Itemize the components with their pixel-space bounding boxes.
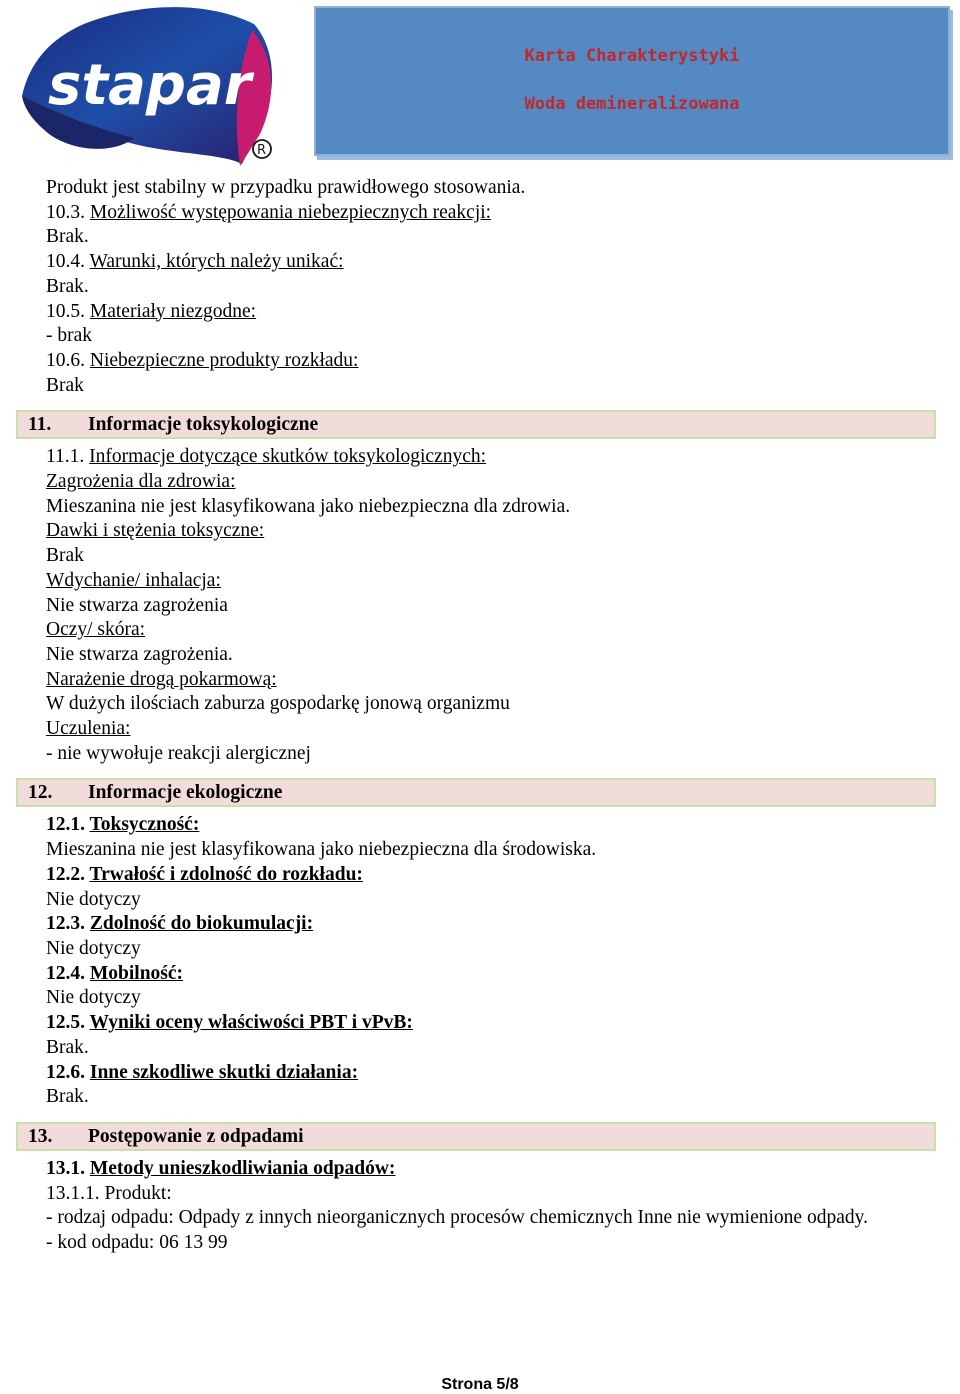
subsection-10-6-value: Brak <box>46 374 84 396</box>
eco-value: Nie dotyczy <box>46 987 141 1009</box>
tox-value: W dużych ilościach zaburza gospodarkę jonową organizmu <box>46 693 510 715</box>
subsection-10-5: 10.5. Materiały niezgodne: <box>46 300 257 322</box>
tox-label: Oczy/ skóra: <box>46 619 146 641</box>
eco-value: Brak. <box>46 1086 89 1108</box>
eco-subsection: 12.6. Inne szkodliwe skutki działania: <box>46 1061 359 1083</box>
subsection-10-4-value: Brak. <box>46 275 89 297</box>
section-13-heading: 13. Postępowanie z odpadami <box>16 1122 936 1151</box>
subsection-10-3-value: Brak. <box>46 226 89 248</box>
eco-subsection: 12.4. Mobilność: <box>46 962 184 984</box>
logo-text: stapar <box>48 53 252 118</box>
eco-subsection: 12.3. Zdolność do biokumulacji: <box>46 913 314 935</box>
tox-value: Brak <box>46 545 84 567</box>
tox-label: Uczulenia: <box>46 718 131 740</box>
section-11-heading: 11. Informacje toksykologiczne <box>16 410 936 439</box>
subsection-10-3: 10.3. Możliwość występowania niebezpiecznych reakcji: <box>46 201 492 223</box>
eco-value: Mieszanina nie jest klasyfikowana jako niebezpieczna dla środowiska. <box>46 839 597 861</box>
stability-text: Produkt jest stabilny w przypadku prawidłowego stosowania. <box>46 177 526 198</box>
tox-label: Zagrożenia dla zdrowia: <box>46 471 236 493</box>
stapar-logo <box>14 4 284 174</box>
waste-code: - kod odpadu: 06 13 99 <box>46 1232 228 1254</box>
eco-subsection: 12.1. Toksyczność: <box>46 814 200 836</box>
tox-value: Nie stwarza zagrożenia. <box>46 643 233 665</box>
eco-value: Brak. <box>46 1036 89 1058</box>
tox-value: Mieszanina nie jest klasyfikowana jako niebezpieczna dla zdrowia. <box>46 495 571 517</box>
eco-subsection: 12.5. Wyniki oceny właściwości PBT i vPvB: <box>46 1012 413 1034</box>
svg-text:R: R <box>257 143 267 158</box>
eco-subsection: 12.2. Trwałość i zdolność do rozkładu: <box>46 863 363 885</box>
product-name: Woda demineralizowana <box>524 94 740 114</box>
document-title: Karta Charakterystyki <box>524 46 740 66</box>
document-header-banner <box>314 6 950 156</box>
subsection-10-4: 10.4. Warunki, których należy unikać: <box>46 251 344 273</box>
section-12-heading: 12. Informacje ekologiczne <box>16 778 936 807</box>
tox-label: Wdychanie/ inhalacja: <box>46 569 221 591</box>
tox-value: Nie stwarza zagrożenia <box>46 594 228 616</box>
document-body <box>28 176 938 1256</box>
subsection-11-1: 11.1. Informacje dotyczące skutków toksykologicznych: <box>46 446 487 468</box>
tox-label: Dawki i stężenia toksyczne: <box>46 520 265 542</box>
page-number: Strona 5/8 <box>441 1376 519 1393</box>
subsection-13-1-1: 13.1.1. Produkt: <box>46 1182 172 1204</box>
waste-type: - rodzaj odpadu: Odpady z innych nieorganicznych procesów chemicznych Inne nie wymienione odpady. <box>46 1207 868 1229</box>
subsection-10-5-value: - brak <box>46 325 93 347</box>
subsection-13-1: 13.1. Metody unieszkodliwiania odpadów: <box>46 1157 396 1179</box>
tox-label: Narażenie drogą pokarmową: <box>46 668 277 690</box>
eco-value: Nie dotyczy <box>46 888 141 910</box>
subsection-10-6: 10.6. Niebezpieczne produkty rozkładu: <box>46 349 359 371</box>
tox-value: - nie wywołuje reakcji alergicznej <box>46 742 311 764</box>
eco-value: Nie dotyczy <box>46 937 141 959</box>
